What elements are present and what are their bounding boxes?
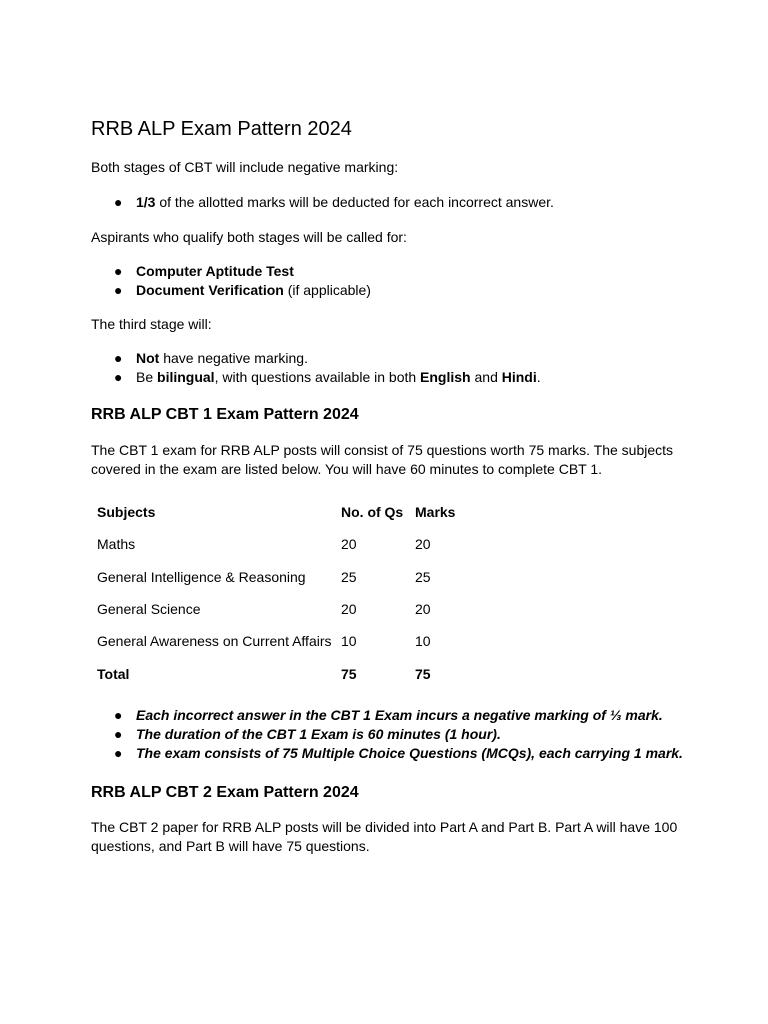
table-row	[91, 600, 495, 632]
cbt2-paragraph: The CBT 2 paper for RRB ALP posts will be divided into Part A and Part B. Part A will have 100 questions, and Part B will have 75 questions.	[91, 819, 678, 854]
table-cell: General Intelligence & Reasoning	[97, 569, 306, 585]
list-item: ● 1/3 of the allotted marks will be deducted for each incorrect answer.	[114, 194, 554, 210]
bullet-icon: ●	[114, 263, 123, 279]
cbt1-heading: RRB ALP CBT 1 Exam Pattern 2024	[91, 406, 359, 423]
table-cell: 25	[341, 569, 357, 585]
table-cell: 10	[341, 633, 357, 649]
table-cell: 20	[415, 601, 431, 617]
qualify-list	[91, 262, 691, 300]
list-item: ● Computer Aptitude Test	[114, 263, 294, 279]
table-cell: 75	[415, 666, 431, 682]
table-row	[91, 632, 495, 665]
table-cell: General Science	[97, 601, 201, 617]
column-header: Subjects	[97, 504, 156, 520]
table-header-row	[91, 503, 495, 535]
negative-marking-list	[91, 193, 691, 212]
page-title: RRB ALP Exam Pattern 2024	[91, 118, 352, 140]
list-item: ● Not have negative marking.	[114, 350, 308, 366]
table-total-row	[91, 665, 495, 684]
cbt1-paragraph: The CBT 1 exam for RRB ALP posts will consist of 75 questions worth 75 marks. The subjects covered in the exam are listed below. You will have 60 minutes to complete CBT 1.	[91, 442, 674, 477]
table-row	[91, 568, 495, 600]
table-cell: 75	[341, 666, 357, 682]
list-item: ● Be bilingual, with questions available in both English and Hindi.	[114, 369, 541, 385]
bullet-icon: ●	[114, 369, 123, 385]
list-item: ● The duration of the CBT 1 Exam is 60 minutes (1 hour).	[114, 726, 501, 742]
bullet-icon: ●	[114, 726, 123, 742]
table-cell: Total	[97, 666, 130, 682]
table-cell: 10	[415, 633, 431, 649]
table-row	[91, 535, 495, 568]
list-item: ● The exam consists of 75 Multiple Choice Questions (MCQs), each carrying 1 mark.	[114, 745, 683, 761]
bullet-icon: ●	[114, 707, 123, 723]
table-cell: 25	[415, 569, 431, 585]
table-cell: 20	[415, 536, 431, 552]
third-stage-paragraph: The third stage will:	[91, 316, 212, 332]
qualify-paragraph: Aspirants who qualify both stages will be called for:	[91, 229, 407, 245]
cbt1-notes-list	[91, 706, 691, 763]
cbt2-heading: RRB ALP CBT 2 Exam Pattern 2024	[91, 784, 359, 801]
table-cell: 20	[341, 536, 357, 552]
bullet-icon: ●	[114, 194, 123, 210]
list-item: ● Document Verification (if applicable)	[114, 282, 371, 298]
table-cell: 20	[341, 601, 357, 617]
bullet-icon: ●	[114, 282, 123, 298]
list-item: ● Each incorrect answer in the CBT 1 Exam incurs a negative marking of ⅓ mark.	[114, 707, 663, 723]
third-stage-list	[91, 349, 691, 387]
bullet-icon: ●	[114, 745, 123, 761]
intro-paragraph: Both stages of CBT will include negative marking:	[91, 159, 399, 175]
column-header: Marks	[415, 504, 456, 520]
column-header: No. of Qs	[341, 504, 404, 520]
cbt1-table	[91, 503, 495, 684]
bullet-icon: ●	[114, 350, 123, 366]
table-cell: General Awareness on Current Affairs	[97, 633, 332, 649]
table-cell: Maths	[97, 536, 136, 552]
document-content	[91, 116, 691, 856]
